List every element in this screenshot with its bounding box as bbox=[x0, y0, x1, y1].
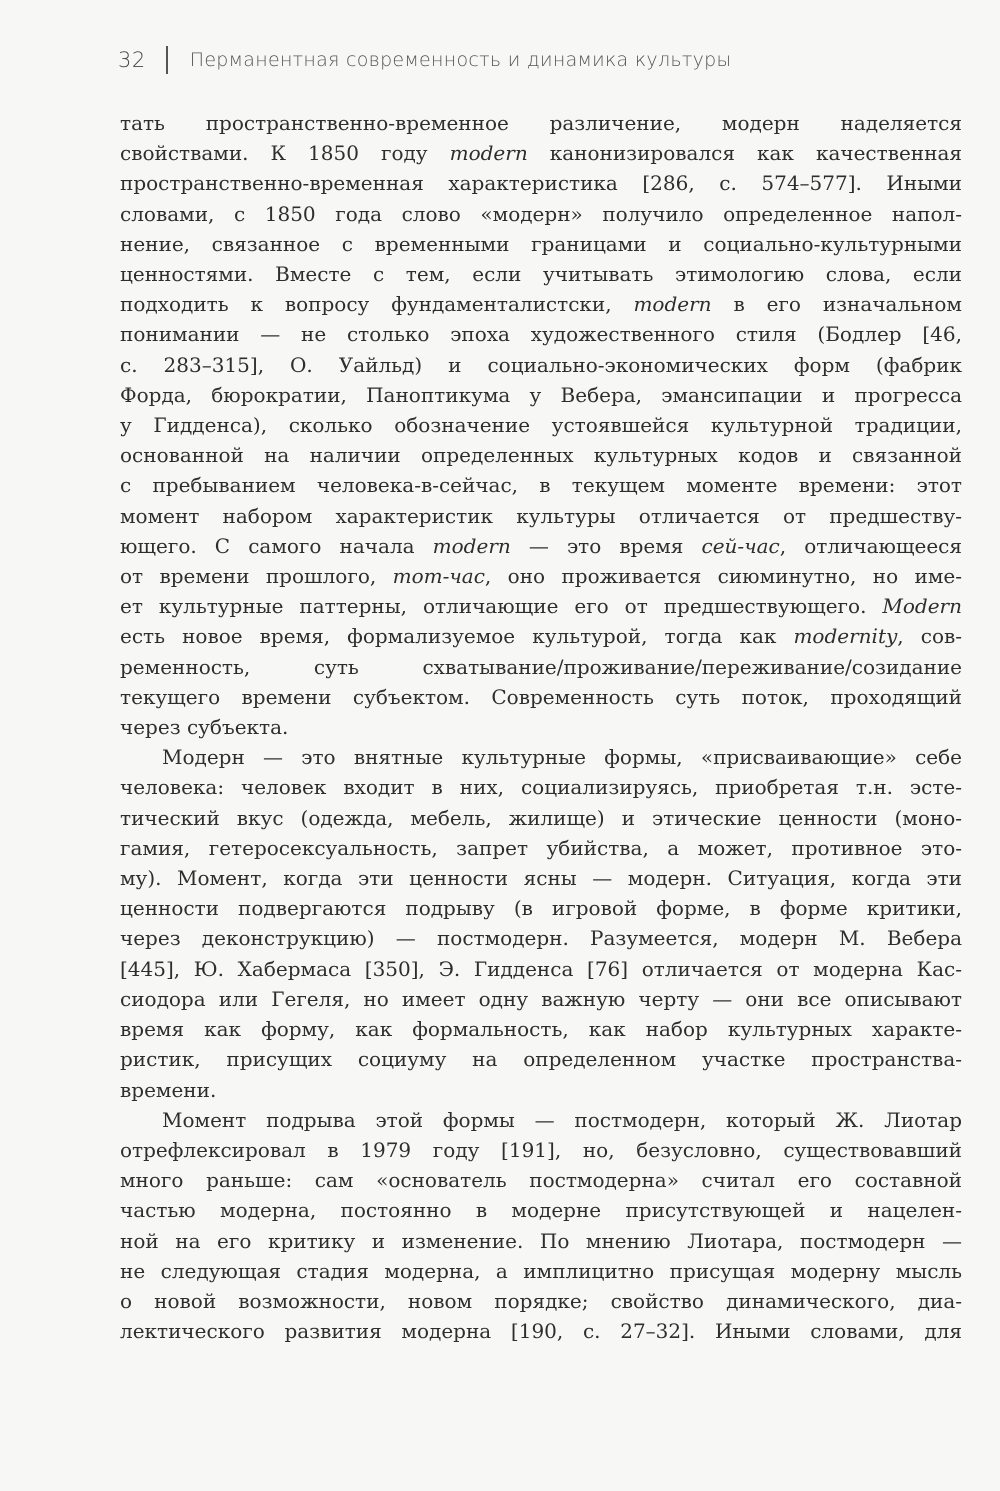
text-line: Модерн — это внятные культурные формы, «присваивающие» себе bbox=[162, 745, 962, 770]
text-line: лектического развития модерна [190, с. 27–32]. Иными словами, для bbox=[120, 1319, 962, 1344]
text-line: момент набором характеристик культуры отличается от предшеству- bbox=[120, 503, 962, 528]
text-line: с пребыванием человека-в-сейчас, в текущем моменте времени: этот bbox=[120, 473, 962, 498]
text-line: словами, с 1850 года слово «модерн» получило определенное напол- bbox=[120, 201, 962, 226]
text-line: гамия, гетеросексуальность, запрет убийства, а может, противное это- bbox=[120, 835, 962, 860]
text-line: ценности подвергаются подрыву (в игровой форме, в форме критики, bbox=[120, 896, 962, 921]
text-line: ременность, суть схватывание/проживание/переживание/созидание bbox=[120, 654, 962, 679]
text-line: у Гидденса), сколько обозначение устоявшейся культурной традиции, bbox=[120, 413, 962, 438]
text-line: не следующая стадия модерна, а имплицитно присущая модерну мысль bbox=[120, 1258, 962, 1283]
text-line: основанной на наличии определенных культурных кодов и связанной bbox=[120, 443, 962, 468]
text-line: есть новое время, формализуемое культурой, тогда как modernity, сов- bbox=[120, 624, 962, 649]
text-line: человека: человек входит в них, социализируясь, приобретая т.н. эсте- bbox=[120, 775, 962, 800]
text-line: нение, связанное с временными границами и социально-культурными bbox=[120, 231, 962, 256]
page-header bbox=[118, 40, 731, 80]
text-line: сиодора или Гегеля, но имеет одну важную черту — они все описывают bbox=[120, 986, 962, 1011]
text-line: о новой возможности, новом порядке; свойство динамического, диа- bbox=[120, 1288, 962, 1313]
text-line: с. 283–315], О. Уайльд) и социально-экономических форм (фабрик bbox=[120, 352, 962, 377]
italic-term: сей-час bbox=[701, 533, 780, 558]
running-title: Перманентная современность и динамика культуры bbox=[189, 49, 732, 71]
italic-term: modern bbox=[432, 533, 511, 558]
text-line: ной на его критику и изменение. По мнению Лиотара, постмодерн — bbox=[120, 1228, 962, 1253]
text-line: ристик, присущих социуму на определенном участке пространства- bbox=[120, 1047, 962, 1072]
body-text bbox=[120, 108, 962, 1346]
text-line: отрефлексировал в 1979 году [191], но, безусловно, существовавший bbox=[120, 1137, 962, 1162]
text-line: свойствами. К 1850 году modern канонизировался как качественная bbox=[120, 141, 962, 166]
text-line: времени. bbox=[120, 1077, 217, 1102]
text-line: через субъекта. bbox=[120, 715, 289, 740]
text-line: подходить к вопросу фундаменталистски, modern в его изначальном bbox=[120, 292, 962, 317]
italic-term: modern bbox=[449, 141, 528, 166]
text-line: [445], Ю. Хабермаса [350], Э. Гидденса [76] отличается от модерна Кас- bbox=[120, 956, 962, 981]
text-line: текущего времени субъектом. Современность суть поток, проходящий bbox=[120, 684, 962, 709]
italic-term: тот-час bbox=[392, 564, 485, 589]
text-line: много раньше: сам «основатель постмодерна» считал его составной bbox=[120, 1168, 962, 1193]
text-line: му). Момент, когда эти ценности ясны — модерн. Ситуация, когда эти bbox=[120, 866, 962, 891]
text-line: Форда, бюрократии, Паноптикума у Вебера, эмансипации и прогресса bbox=[120, 382, 962, 407]
italic-term: modernity bbox=[793, 624, 898, 649]
text-line: через деконструкцию) — постмодерн. Разумеется, модерн М. Вебера bbox=[120, 926, 962, 951]
text-line: тический вкус (одежда, мебель, жилище) и этические ценности (моно- bbox=[120, 805, 962, 830]
text-line: ет культурные паттерны, отличающие его от предшествующего. Modern bbox=[120, 594, 962, 619]
page-number: 32 bbox=[118, 48, 146, 72]
text-line: частью модерна, постоянно в модерне присутствующей и нацелен- bbox=[120, 1198, 962, 1223]
text-line: время как форму, как формальность, как набор культурных характе- bbox=[120, 1017, 962, 1042]
text-line: пространственно-временная характеристика [286, с. 574–577]. Иными bbox=[120, 171, 962, 196]
text-line: понимании — не столько эпоха художественного стиля (Бодлер [46, bbox=[120, 322, 962, 347]
text-line: ценностями. Вместе с тем, если учитывать этимологию слова, если bbox=[120, 262, 962, 287]
italic-term: Modern bbox=[882, 594, 962, 619]
text-line: ющего. С самого начала modern — это время сей-час, отличающееся bbox=[120, 533, 962, 558]
text-line: Момент подрыва этой формы — постмодерн, который Ж. Лиотар bbox=[162, 1107, 962, 1132]
header-divider bbox=[166, 46, 168, 74]
italic-term: modern bbox=[633, 292, 712, 317]
text-line: от времени прошлого, тот-час, оно проживается сиюминутно, но име- bbox=[120, 564, 962, 589]
text-line: тать пространственно-временное различение, модерн наделяется bbox=[120, 111, 962, 135]
